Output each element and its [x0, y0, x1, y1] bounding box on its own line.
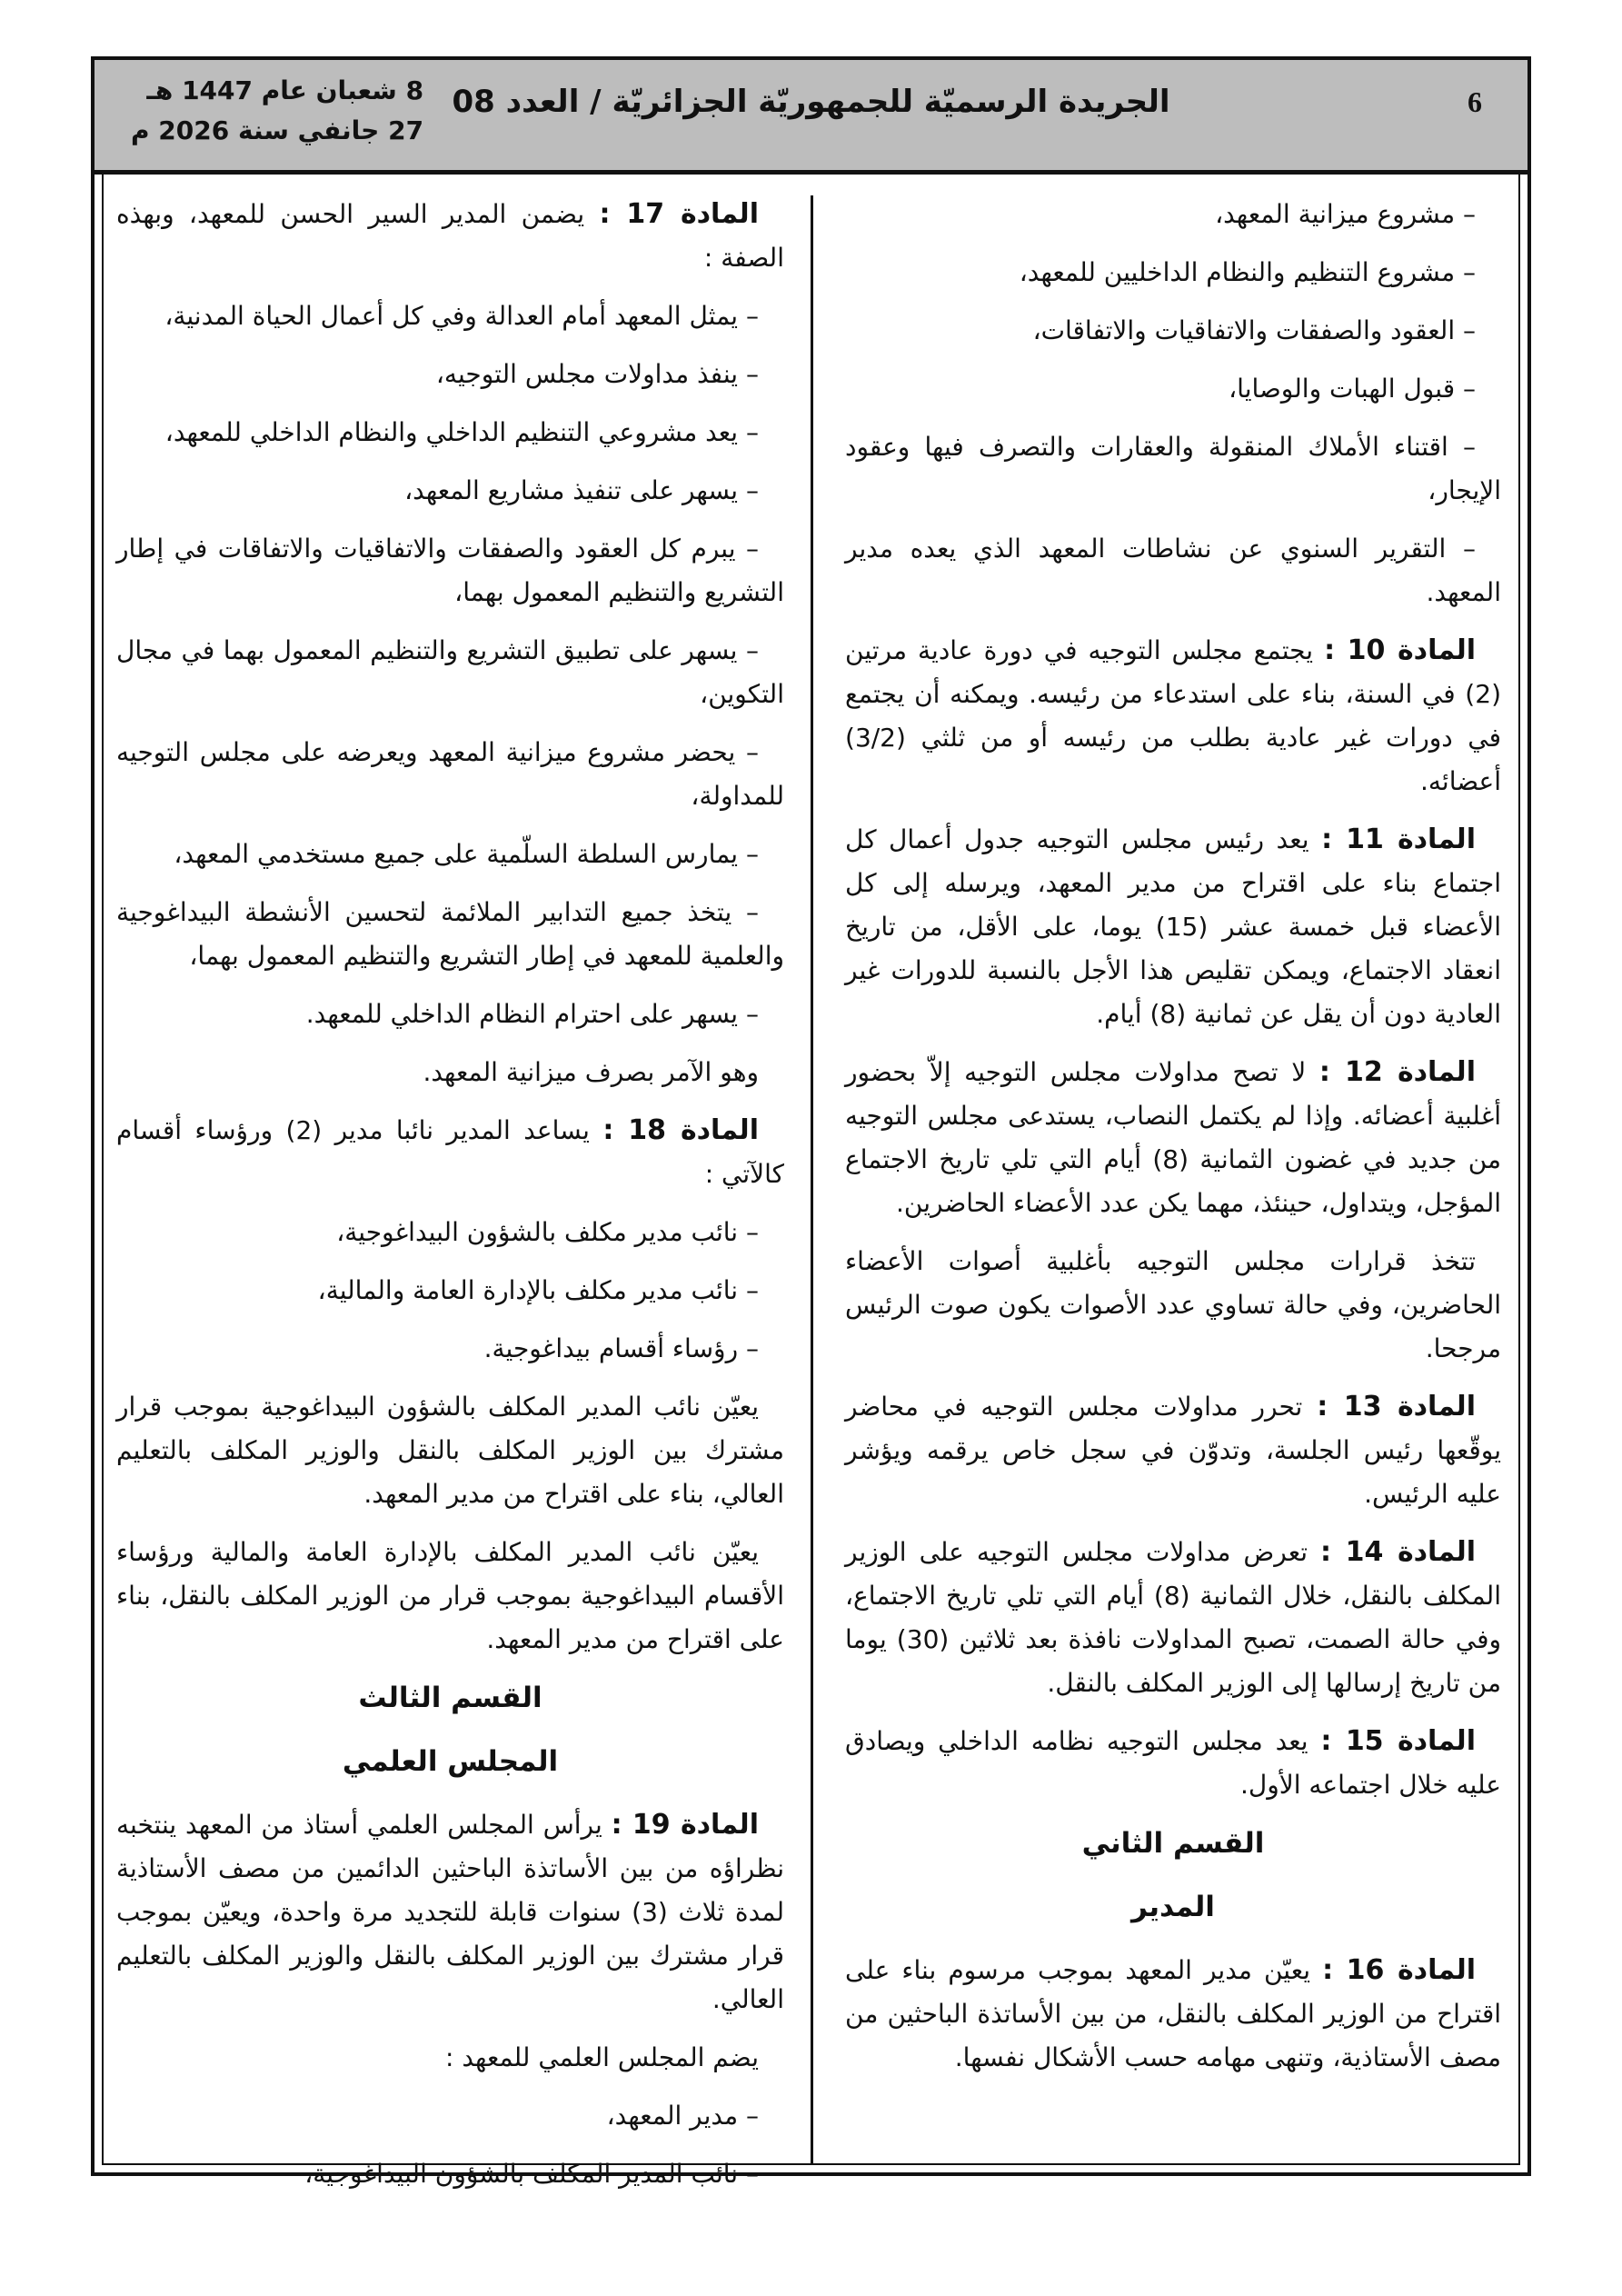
list-item: – مشروع ميزانية المعهد،: [1215, 199, 1476, 229]
date-hijri: 8 شعبان عام 1447 هـ: [146, 75, 424, 105]
list-item: – نائب المدير المكلف بالشؤون البيداغوجية،: [304, 2159, 759, 2189]
article-paragraph: [116, 1109, 784, 1196]
article-label: المادة 11 :: [1321, 824, 1476, 855]
list-item: – اقتناء الأملاك المنقولة والعقارات والتصرف فيها وعقود الإيجار،: [845, 432, 1501, 505]
section-heading: المدير: [1131, 1891, 1215, 1923]
article-label: المادة 15 :: [1320, 1725, 1476, 1757]
article-text: تحرر مداولات مجلس التوجيه في محاضر يوقّعها رئيس الجلسة، وتدوّن في سجل خاص يرقمه ويؤشر عليه الرئيس.: [845, 1392, 1501, 1509]
column-divider: [811, 195, 813, 2163]
issue-date: [131, 71, 423, 151]
article-paragraph: [845, 818, 1501, 1036]
list-item: – نائب مدير مكلف بالإدارة العامة والمالية،: [317, 1275, 759, 1305]
paragraph: وهو الآمر بصرف ميزانية المعهد.: [423, 1057, 759, 1087]
section-heading: المجلس العلمي: [342, 1745, 559, 1778]
left-column: [116, 193, 784, 2189]
article-text: تعرض مداولات مجلس التوجيه على الوزير المكلف بالنقل، خلال الثمانية (8) أيام التي تلي تاريخ الاجتماع، وفي حالة الصمت، تصبح المداولات نافذة بعد ثلاثين (30) يوما من تاريخ إرسالها إلى الوزير المكلف بالنقل.: [845, 1537, 1501, 1698]
list-item: – يمارس السلطة السلّمية على جميع مستخدمي المعهد،: [174, 839, 759, 869]
list-item: – مدير المعهد،: [606, 2101, 759, 2131]
list-item: – نائب مدير مكلف بالشؤون البيداغوجية،: [336, 1217, 759, 1247]
article-label: المادة 16 :: [1322, 1954, 1476, 1986]
paragraph: يضم المجلس العلمي للمعهد :: [445, 2042, 759, 2072]
article-paragraph: [845, 629, 1501, 804]
article-paragraph: [116, 1803, 784, 2021]
list-item: – ينفذ مداولات مجلس التوجيه،: [435, 359, 759, 389]
article-paragraph: [845, 1949, 1501, 2080]
article-paragraph: [845, 1385, 1501, 1516]
list-item: – رؤساء أقسام بيداغوجية.: [483, 1333, 759, 1363]
article-text: يعد رئيس مجلس التوجيه جدول أعمال كل اجتماع بناء على اقتراح من مدير المعهد، ويرسله إلى كل الأعضاء قبل خمسة عشر (15) يوما، على الأقل، من تاريخ انعقاد الاجتماع، ويمكن تقليص هذا الأجل بالنسبة للدورات غير العادية دون أن يقل عن ثمانية (8) أيام.: [845, 824, 1502, 1029]
article-paragraph: [845, 1051, 1501, 1225]
gazette-title: الجريدة الرسميّة للجمهوريّة الجزائريّة / العدد 08: [452, 84, 1170, 120]
section-heading: القسم الثاني: [1081, 1827, 1265, 1860]
article-label: المادة 19 :: [611, 1809, 759, 1841]
list-item: – يعد مشروعي التنظيم الداخلي والنظام الداخلي للمعهد،: [164, 417, 759, 447]
list-item: – يحضر مشروع ميزانية المعهد ويعرضه على مجلس التوجيه للمداولة،: [116, 737, 784, 811]
date-gregorian: 27 جانفي سنة 2026 م: [131, 115, 424, 145]
list-item: – يسهر على تطبيق التشريع والتنظيم المعمول بهما في مجال التكوين،: [116, 635, 784, 709]
article-label: المادة 12 :: [1318, 1056, 1476, 1088]
paragraph: يعيّن نائب المدير المكلف بالإدارة العامة والمالية ورؤساء الأقسام البيداغوجية بموجب قرار من الوزير المكلف بالنقل، بناء على اقتراح من مدير المعهد.: [116, 1537, 784, 1654]
paragraph: يعيّن نائب المدير المكلف بالشؤون البيداغوجية بموجب قرار مشترك بين الوزير المكلف بالنقل والوزير المكلف بالتعليم العالي، بناء على اقتراح من مدير المعهد.: [116, 1392, 784, 1509]
article-text: يعيّن مدير المعهد بموجب مرسوم بناء على اقتراح من الوزير المكلف بالنقل، من بين الأساتذة الباحثين من مصف الأستاذية، وتنهى مهامه حسب الأشكال نفسها.: [845, 1955, 1501, 2072]
article-label: المادة 18 :: [602, 1114, 759, 1146]
list-item: – يبرم كل العقود والصفقات والاتفاقيات والاتفاقات في إطار التشريع والتنظيم المعمول بهما،: [116, 534, 784, 607]
article-text: يجتمع مجلس التوجيه في دورة عادية مرتين (2) في السنة، بناء على استدعاء من رئيسه. ويمكنه أن يجتمع في دورات غير عادية بطلب من رئيسه أو من ثلثي (3/2) أعضائه.: [845, 635, 1501, 796]
article-text: لا تصح مداولات مجلس التوجيه إلاّ بحضور أغلبية أعضائه. وإذا لم يكتمل النصاب، يستدعى مجلس التوجيه من جديد في غضون الثمانية (8) أيام التي تلي تاريخ الاجتماع المؤجل، ويتداول، حينئذ، مهما يكن عدد الأعضاء الحاضرين.: [845, 1057, 1502, 1218]
right-column: [845, 193, 1501, 2165]
article-paragraph: [116, 193, 784, 280]
article-text: يعد مجلس التوجيه نظامه الداخلي ويصادق عليه خلال اجتماعه الأول.: [845, 1726, 1501, 1800]
article-label: المادة 17 :: [599, 198, 759, 230]
list-item: – قبول الهبات والوصايا،: [1229, 374, 1476, 404]
article-paragraph: [845, 1531, 1501, 1705]
gazette-header: [95, 60, 1527, 175]
list-item: – يسهر على تنفيذ مشاريع المعهد،: [404, 475, 759, 505]
list-item: – العقود والصفقات والاتفاقيات والاتفاقات،: [1032, 315, 1476, 345]
article-paragraph: [845, 1720, 1501, 1807]
page-number: 6: [1468, 85, 1482, 118]
list-item: – يسهر على احترام النظام الداخلي للمعهد.: [305, 999, 759, 1029]
section-heading: القسم الثالث: [358, 1682, 542, 1714]
list-item: – التقرير السنوي عن نشاطات المعهد الذي يعده مدير المعهد.: [845, 534, 1501, 607]
article-label: المادة 14 :: [1320, 1536, 1476, 1568]
article-text: يضمن المدير السير الحسن للمعهد، وبهذه الصفة :: [116, 199, 784, 273]
list-item: – يتخذ جميع التدابير الملائمة لتحسين الأنشطة البيداغوجية والعلمية للمعهد في إطار التشريع والتنظيم المعمول بهما،: [116, 897, 784, 971]
article-label: المادة 10 :: [1324, 634, 1476, 666]
list-item: – مشروع التنظيم والنظام الداخليين للمعهد،: [1019, 257, 1476, 287]
paragraph: تتخذ قرارات مجلس التوجيه بأغلبية أصوات الأعضاء الحاضرين، وفي حالة تساوي عدد الأصوات يكون صوت الرئيس مرجحا.: [845, 1246, 1501, 1363]
article-text: يرأس المجلس العلمي أستاذ من المعهد ينتخبه نظراؤه من بين الأساتذة الباحثين الدائمين من مصف الأستاذية لمدة ثلاث (3) سنوات قابلة للتجديد مرة واحدة، ويعيّن بموجب قرار مشترك بين الوزير المكلف بالنقل والوزير المكلف بالتعليم العالي.: [116, 1810, 784, 2014]
article-label: المادة 13 :: [1317, 1391, 1476, 1423]
list-item: – يمثل المعهد أمام العدالة وفي كل أعمال الحياة المدنية،: [164, 301, 759, 331]
article-text: يساعد المدير نائبا مدير (2) ورؤساء أقسام كالآتي :: [116, 1115, 784, 1189]
